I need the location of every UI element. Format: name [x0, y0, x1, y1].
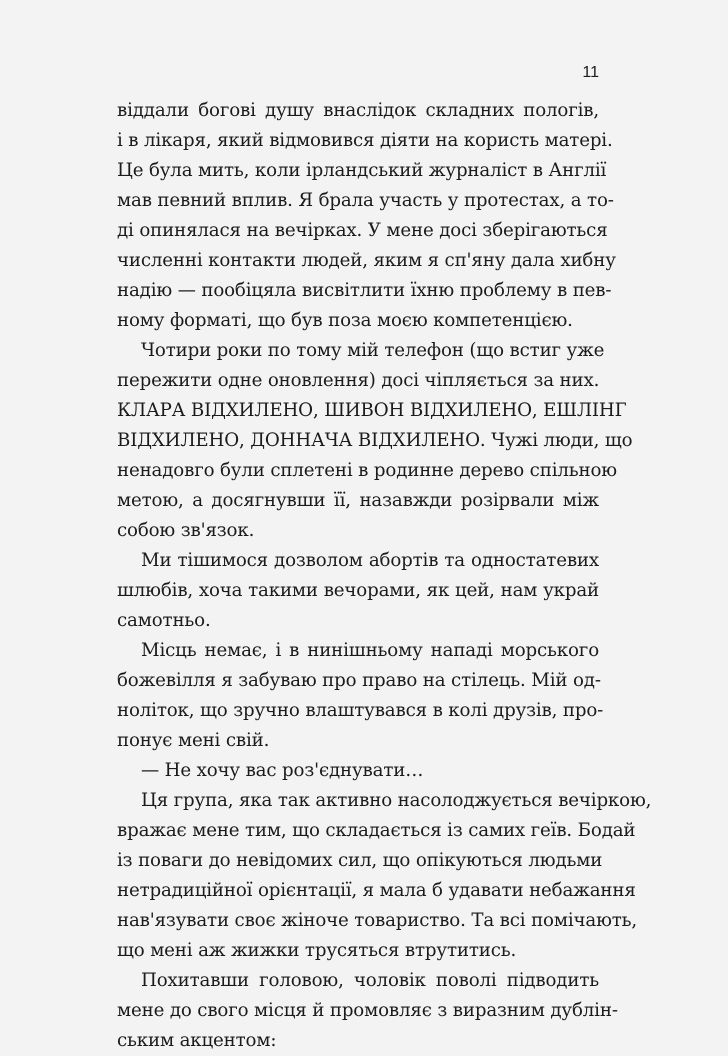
text-line: численні контакти людей, яким я сп'яну дала хибну [117, 250, 616, 271]
text-line: Чотири роки по тому мій телефон (що встиг уже [141, 340, 605, 361]
text-line: КЛАРА ВІДХИЛЕНО, ШИВОН ВІДХИЛЕНО, ЕШЛІНГ [117, 400, 627, 421]
text-line: — Не хочу вас роз'єднувати… [141, 760, 424, 781]
text-line: надію — пообіцяла висвітлити їхню проблему в пев- [117, 280, 612, 301]
text-line: Ця група, яка так активно насолоджується вечіркою, [141, 790, 652, 811]
text-line: ським акцентом: [117, 1030, 277, 1051]
text-line: нав'язувати своє жіноче товариство. Та всі помічають, [117, 910, 638, 931]
text-line: Ми тішимося дозволом абортів та одностатевих [141, 550, 599, 571]
text-line: понує мені свій. [117, 730, 270, 751]
text-line: Це була мить, коли ірландський журналіст в Англії [117, 160, 607, 181]
text-line: ненадовго були сплетені в родинне дерево спільною [117, 460, 617, 481]
text-line: мав певний вплив. Я брала участь у протестах, а то- [117, 190, 614, 211]
text-line: і в лікаря, який відмовився діяти на користь матері. [117, 130, 613, 151]
text-line: собою зв'язок. [117, 520, 255, 541]
text-line: Місць немає, і в нинішньому нападі морського [141, 640, 599, 661]
text-line: ному форматі, що був поза моєю компетенцією. [117, 310, 573, 331]
text-line: ді опинялася на вечірках. У мене досі зберігаються [117, 220, 608, 241]
text-line: ВІДХИЛЕНО, ДОННАЧА ВІДХИЛЕНО. Чужі люди, що [117, 430, 633, 451]
text-line: із поваги до невідомих сил, що опікуються людьми [117, 850, 603, 871]
body-text [117, 96, 652, 1056]
text-line: віддали богові душу внаслідок складних пологів, [117, 100, 599, 121]
text-line: вражає мене тим, що складається із самих геїв. Бодай [117, 820, 636, 841]
text-line: що мені аж жижки трусяться втрутитись. [117, 940, 517, 961]
text-line: ноліток, що зручно влаштувався в колі друзів, про- [117, 700, 604, 721]
text-line: метою, а досягнувши її, назавжди розірвали між [117, 490, 599, 511]
text-line: Похитавши головою, чоловік поволі підводить [141, 970, 599, 991]
text-line: нетрадиційної орієнтації, я мала б удавати небажання [117, 880, 636, 901]
text-line: божевілля я забуваю про право на стілець. Мій од- [117, 670, 601, 691]
text-line: самотньо. [117, 610, 211, 631]
text-line: пережити одне оновлення) досі чіпляється за них. [117, 370, 600, 391]
page-number: 11 [582, 64, 599, 81]
text-line: шлюбів, хоча такими вечорами, як цей, нам украй [117, 580, 599, 601]
text-line: мене до свого місця й промовляє з виразним дублін- [117, 1000, 618, 1021]
